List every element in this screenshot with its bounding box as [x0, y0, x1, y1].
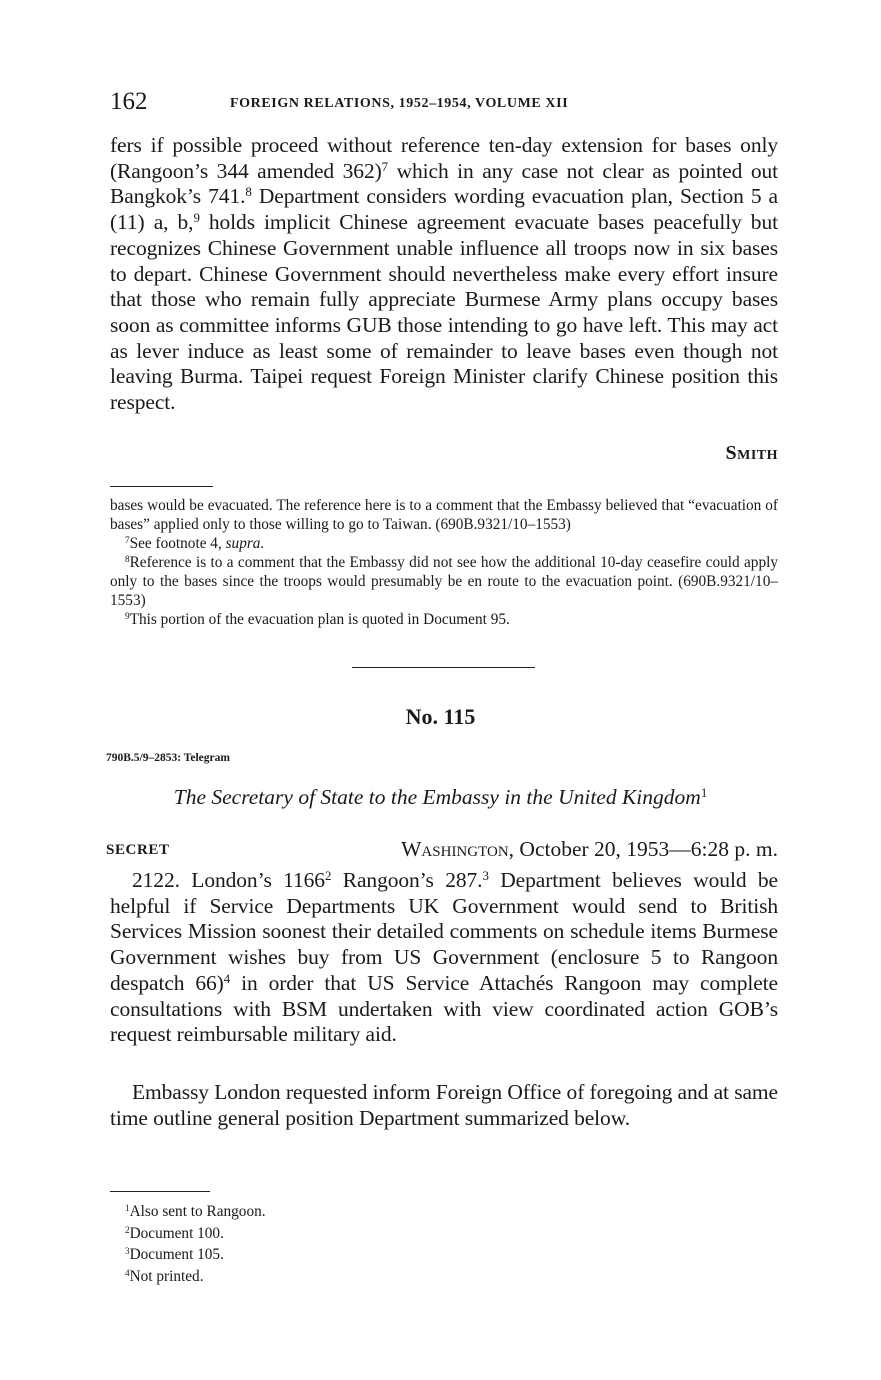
footnote-divider [110, 486, 213, 487]
file-reference: 790B.5/9–2853: Telegram [106, 752, 230, 764]
footnote-marker: 8 [125, 553, 130, 564]
footnote-divider [110, 1191, 210, 1192]
footnote-1 [110, 1201, 778, 1223]
footnotes-top [110, 496, 778, 629]
footnote-4 [110, 1266, 778, 1288]
footnote-marker: 7 [125, 534, 130, 545]
footnotes-bottom [110, 1201, 778, 1287]
running-head: FOREIGN RELATIONS, 1952–1954, VOLUME XII [230, 96, 569, 111]
footnote-continuation: bases would be evacuated. The reference here is to a comment that the Embassy believed that “evacuation of bases” applied only to those willing to go to Taiwan. (690B.9321/10–1553) [110, 497, 778, 533]
paragraph-text: holds implicit Chinese agreement evacuate bases peacefully but recognizes Chinese Government unable influence all troops now in six bases to depart. Chinese Government should nevertheless make every effort insure that those who remain fully appreciate Burmese Army plans occupy bases soon as committee informs GUB those intending to go have left. This may act as lever induce as least some of remainder to leave bases even though not leaving Burma. Taipei request Foreign Minister clarify Chinese position this respect. [110, 210, 778, 415]
telegram-paragraph-2: Embassy London requested inform Foreign Office of foregoing and at same time outline general position Department summarized below. [110, 1080, 778, 1130]
footnote-marker: 1 [125, 1202, 130, 1213]
document-title [0, 785, 881, 810]
footnote-9 [110, 610, 778, 629]
signature: Smith [725, 442, 778, 464]
paragraph-text: Rangoon’s 287. [331, 868, 483, 892]
paragraph-text: which in any case not clear as pointed out Bangkok’s 741. [110, 158, 778, 209]
footnote-2 [110, 1223, 778, 1245]
dateline [356, 837, 778, 862]
footnote-ref: 9 [193, 211, 200, 226]
footnote-text: See footnote 4, [129, 535, 226, 552]
dateline-place: Washington, [401, 837, 515, 861]
document-title-text: The Secretary of State to the Embassy in the United Kingdom [173, 785, 701, 809]
footnote-text: This portion of the evacuation plan is quoted in Document 95. [129, 611, 510, 628]
section-divider [352, 667, 535, 668]
footnote-ref: 8 [245, 185, 252, 200]
paragraph-text: fers if possible proceed without reference ten-day extension for bases only (Rangoon’s 344 amended 362) [110, 133, 778, 183]
footnote-marker: 2 [125, 1224, 130, 1235]
page-number: 162 [110, 88, 148, 115]
footnote-text: Reference is to a comment that the Embassy did not see how the additional 10-day ceasefire could apply only to the bases since the troops would presumably be en route to the evacuation point. (690B.9321/10–1553) [110, 554, 778, 609]
footnote-text: Also sent to Rangoon. [129, 1203, 266, 1220]
footnote-text: Document 100. [129, 1224, 224, 1242]
footnote-ref: 3 [482, 868, 489, 883]
footnote-ref: 7 [381, 159, 389, 174]
footnote-ref: 1 [700, 785, 708, 800]
footnote-text: Document 105. [129, 1246, 224, 1263]
footnote-marker: 4 [125, 1267, 130, 1278]
classification-label: SECRET [106, 842, 170, 858]
paragraph-text: in order that US Service Attachés Rangoon may complete consultations with BSM undertaken with view coordinated action GOB’s request reimbursable military aid. [110, 970, 778, 1047]
footnote-ref: 2 [324, 868, 332, 883]
footnote-8 [110, 553, 778, 610]
footnote-marker: 9 [125, 610, 130, 621]
footnote-text: Not printed. [129, 1267, 204, 1285]
continued-paragraph [110, 133, 778, 416]
footnote-ref: 4 [223, 971, 231, 986]
footnote-7 [110, 534, 778, 553]
page-header [110, 88, 780, 120]
telegram-paragraph-1 [110, 868, 778, 1048]
document-number: No. 115 [405, 704, 476, 729]
footnote-3 [110, 1244, 778, 1266]
paragraph-text: Department considers wording evacuation plan, Section 5 a (11) a, b, [110, 184, 779, 235]
paragraph-text: Department believes would be helpful if Service Departments UK Government would send to British Services Mission soonest their detailed comments on schedule items Burmese Government wishes buy from US Government (enclosure 5 to Rangoon despatch 66) [110, 868, 778, 995]
dateline-date: October 20, 1953—6:28 p. m. [514, 837, 778, 861]
paragraph-text: 2122. London’s 1166 [132, 868, 325, 892]
footnote-marker: 3 [125, 1245, 130, 1256]
footnote-italic: supra. [225, 535, 265, 552]
